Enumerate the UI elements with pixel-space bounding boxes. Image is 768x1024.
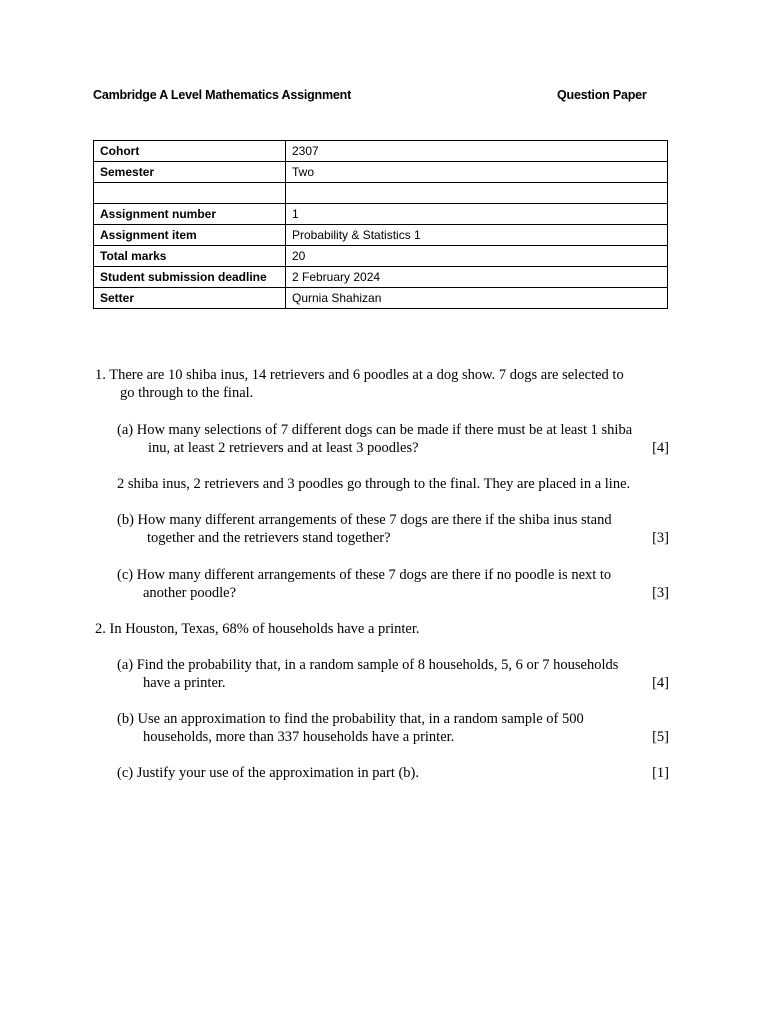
empty-value xyxy=(286,183,668,204)
table-row xyxy=(94,267,668,288)
assignment-number-value: 1 xyxy=(286,204,668,225)
question-2c-marks: [1] xyxy=(652,765,669,781)
question-1-line-2: go through to the final. xyxy=(120,385,254,401)
question-2a-line-2: have a printer. xyxy=(143,675,226,691)
semester-label: Semester xyxy=(94,162,286,183)
deadline-label: Student submission deadline xyxy=(94,267,286,288)
document-title: Cambridge A Level Mathematics Assignment xyxy=(93,88,352,102)
question-2b-line-1: (b) Use an approximation to find the probability that, in a random sample of 500 xyxy=(117,711,584,727)
question-1c-line-1: (c) How many different arrangements of these 7 dogs are there if no poodle is next to xyxy=(117,567,612,583)
setter-label: Setter xyxy=(94,288,286,309)
question-2b-marks: [5] xyxy=(652,729,669,745)
question-1a-marks: [4] xyxy=(652,440,669,456)
question-1a xyxy=(117,421,669,457)
question-2b-line-2: households, more than 337 households have a printer. xyxy=(143,729,455,745)
question-1c-line-2: another poodle? xyxy=(143,585,237,601)
table-row xyxy=(94,288,668,309)
question-2b xyxy=(117,710,669,746)
question-2-intro xyxy=(95,620,595,638)
assignment-item-label: Assignment item xyxy=(94,225,286,246)
table-row xyxy=(94,162,668,183)
question-2c xyxy=(117,764,669,782)
semester-value: Two xyxy=(286,162,668,183)
question-1a-line-2: inu, at least 2 retrievers and at least 3 poodles? xyxy=(148,440,419,456)
table-row-empty xyxy=(94,183,668,204)
assignment-info-table xyxy=(93,140,668,309)
question-1b-line-2: together and the retrievers stand together? xyxy=(147,530,391,546)
question-1-context xyxy=(117,475,677,493)
empty-label xyxy=(94,183,286,204)
question-1b-marks: [3] xyxy=(652,530,669,546)
question-2a-marks: [4] xyxy=(652,675,669,691)
table-row xyxy=(94,141,668,162)
question-1a-line-1: (a) How many selections of 7 different dogs can be made if there must be at least 1 shiba xyxy=(117,422,633,438)
question-2a xyxy=(117,656,669,692)
assignment-number-label: Assignment number xyxy=(94,204,286,225)
question-1b-line-1: (b) How many different arrangements of these 7 dogs are there if the shiba inus stand xyxy=(117,512,612,528)
question-1-line-1: 1. There are 10 shiba inus, 14 retrievers and 6 poodles at a dog show. 7 dogs are selected to xyxy=(95,367,624,383)
question-1c xyxy=(117,566,669,602)
table-row xyxy=(94,225,668,246)
total-marks-value: 20 xyxy=(286,246,668,267)
question-1b xyxy=(117,511,669,547)
table-row xyxy=(94,204,668,225)
cohort-value: 2307 xyxy=(286,141,668,162)
question-2-line-1: 2. In Houston, Texas, 68% of households have a printer. xyxy=(95,621,420,637)
table-row xyxy=(94,246,668,267)
setter-value: Qurnia Shahizan xyxy=(286,288,668,309)
question-1c-marks: [3] xyxy=(652,585,669,601)
paper-type-label: Question Paper xyxy=(557,88,647,102)
question-2a-line-1: (a) Find the probability that, in a random sample of 8 households, 5, 6 or 7 households xyxy=(117,657,619,673)
total-marks-label: Total marks xyxy=(94,246,286,267)
cohort-label: Cohort xyxy=(94,141,286,162)
question-1-context-text: 2 shiba inus, 2 retrievers and 3 poodles go through to the final. They are placed in a line. xyxy=(117,476,631,492)
question-2c-line-1: (c) Justify your use of the approximation in part (b). xyxy=(117,765,420,781)
deadline-value: 2 February 2024 xyxy=(286,267,668,288)
question-1-intro xyxy=(95,366,675,402)
assignment-item-value: Probability & Statistics 1 xyxy=(286,225,668,246)
